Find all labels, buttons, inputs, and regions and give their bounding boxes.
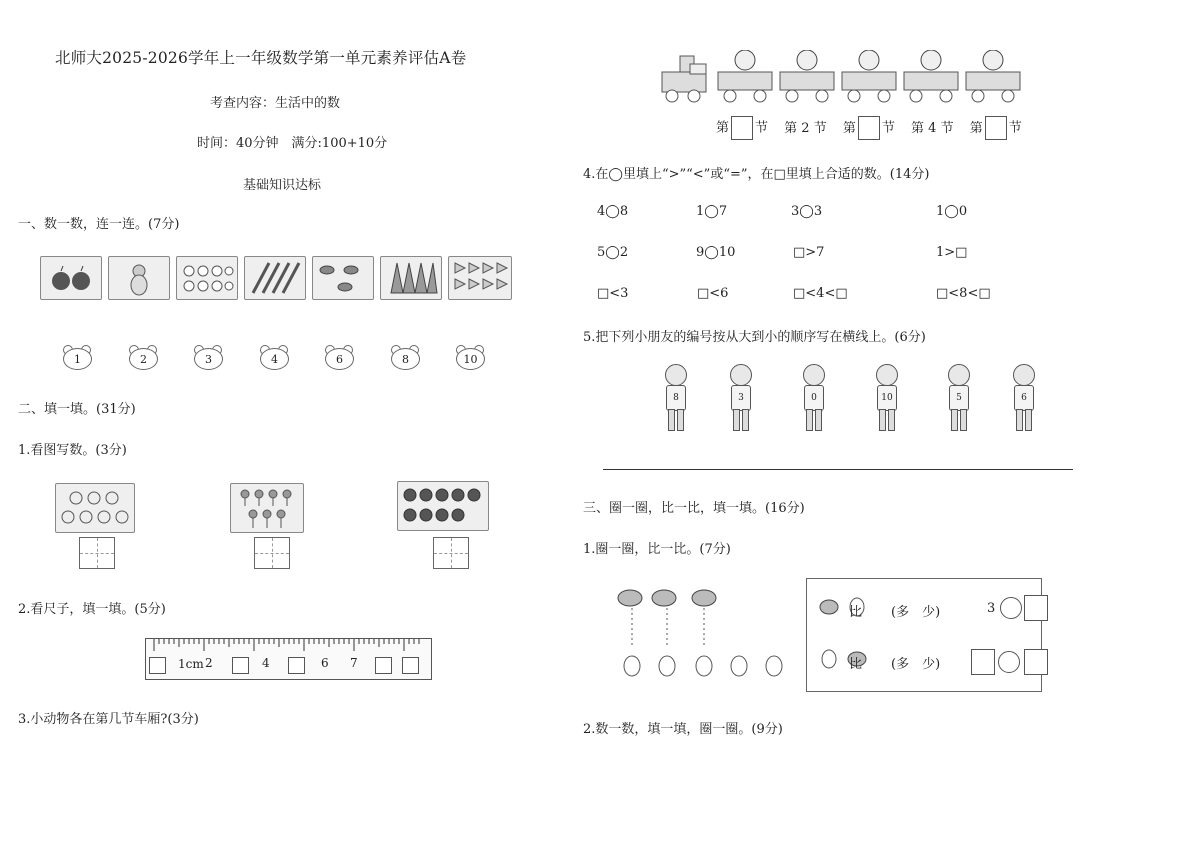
square-blank[interactable] (971, 649, 995, 675)
label: 第 4 节 (911, 120, 954, 136)
carriage-answer-box[interactable] (731, 116, 753, 140)
carriage-answer-box[interactable] (858, 116, 880, 140)
number-badge[interactable]: 4 (259, 345, 289, 369)
square-blank[interactable] (1024, 595, 1048, 621)
number-badge[interactable]: 8 (390, 345, 420, 369)
compare-item[interactable]: 1◯7 (696, 204, 728, 219)
child-figure: 5 (940, 364, 976, 432)
answer-box[interactable] (254, 537, 290, 569)
ruler-blank-5[interactable] (288, 657, 305, 674)
compare-item[interactable]: □<4<□ (793, 286, 848, 301)
hens-rabbits-picture (612, 586, 792, 686)
mouse-card (108, 256, 170, 300)
q5-heading: 5.把下列小朋友的编号按从大到小的顺序写在横线上。(6分) (583, 330, 926, 345)
q3-label: 3.小动物各在第几节车厢?(3分) (18, 712, 199, 727)
label: 节 (755, 120, 769, 136)
number-badge[interactable]: 6 (324, 345, 354, 369)
compare-word: 比 (849, 605, 863, 620)
q1-label: 1.看图写数。(3分) (18, 443, 127, 458)
number-badge[interactable]: 1 (62, 345, 92, 369)
apples-picture (397, 481, 489, 531)
train (660, 50, 1030, 106)
section-title: 基础知识达标 (243, 178, 322, 193)
compare-item[interactable]: 1>□ (936, 245, 968, 260)
label: 节 (881, 120, 895, 136)
label: 第 (969, 120, 983, 136)
part2-heading: 二、填一填。(31分) (18, 402, 136, 417)
exam-time: 时间：40分钟 满分:100+10分 (197, 136, 388, 151)
label: 第 (716, 120, 730, 136)
part1-heading: 一、数一数，连一连。(7分) (18, 217, 180, 232)
more-less-choice[interactable]: (多 少) (891, 657, 941, 672)
more-less-choice[interactable]: (多 少) (891, 605, 941, 620)
compare-word: 比 (849, 657, 863, 672)
flowers-card (176, 256, 238, 300)
compare-item[interactable]: □>7 (793, 245, 825, 260)
circle-blank[interactable] (998, 651, 1020, 673)
label: 节 (1008, 120, 1022, 136)
compare-item[interactable]: 3◯3 (791, 204, 823, 219)
compare-box (806, 578, 1042, 692)
label: 第 (842, 120, 856, 136)
apples-card (40, 256, 102, 300)
child-figure: 10 (868, 364, 904, 432)
fish-card (312, 256, 374, 300)
ruler-blank-9[interactable] (402, 657, 419, 674)
ruler (145, 638, 432, 680)
ruler-blank-3[interactable] (232, 657, 249, 674)
ruler-label-2: 2 (205, 656, 213, 670)
answer-box[interactable] (79, 537, 115, 569)
number-badge[interactable]: 2 (128, 345, 158, 369)
q4-heading: 4.在◯里填上“>”“<”或“=”，在□里填上合适的数。(14分) (583, 167, 930, 182)
answer-box[interactable] (433, 537, 469, 569)
child-figure: 8 (657, 364, 693, 432)
compare-item[interactable]: □<6 (697, 286, 729, 301)
child-figure: 0 (795, 364, 831, 432)
square-blank[interactable] (1024, 649, 1048, 675)
part3-heading: 三、圈一圈，比一比，填一填。(16分) (583, 501, 805, 516)
label: 第 2 节 (784, 120, 827, 136)
number-three: 3 (987, 601, 996, 616)
compare-item[interactable]: 5◯2 (597, 245, 629, 260)
compare-item[interactable]: 1◯0 (936, 204, 968, 219)
flowers-picture (230, 483, 304, 533)
compare-item[interactable]: □<3 (597, 286, 629, 301)
circle-blank[interactable] (1000, 597, 1022, 619)
compare-item[interactable]: 4◯8 (597, 204, 629, 219)
compare-item[interactable]: □<8<□ (936, 286, 991, 301)
exam-content: 考查内容：生活中的数 (210, 96, 341, 111)
q2-label: 2.看尺子，填一填。(5分) (18, 602, 166, 617)
answer-line[interactable] (603, 469, 1073, 470)
ruler-label-7: 7 (350, 656, 358, 670)
part3-q1-label: 1.圈一圈，比一比。(7分) (583, 542, 731, 557)
ruler-label-1cm: 1cm (178, 657, 204, 671)
flags-card (448, 256, 512, 300)
ruler-label-4: 4 (262, 656, 270, 670)
peaches-picture (55, 483, 135, 533)
ruler-blank-0[interactable] (149, 657, 166, 674)
ruler-label-6: 6 (321, 656, 329, 670)
child-figure: 3 (722, 364, 758, 432)
compare-item[interactable]: 9◯10 (696, 245, 736, 260)
ruler-blank-8[interactable] (375, 657, 392, 674)
carriage-answer-box[interactable] (985, 116, 1007, 140)
pencils-card (244, 256, 306, 300)
part3-q2-label: 2.数一数，填一填，圈一圈。(9分) (583, 722, 783, 737)
child-figure: 6 (1005, 364, 1041, 432)
number-badge[interactable]: 10 (455, 345, 485, 369)
number-badge[interactable]: 3 (193, 345, 223, 369)
train-illustration (660, 50, 1030, 106)
train-answers (716, 116, 1022, 140)
page-title: 北师大2025-2026学年上一年级数学第一单元素养评估A卷 (55, 49, 467, 67)
umbrellas-card (380, 256, 442, 300)
